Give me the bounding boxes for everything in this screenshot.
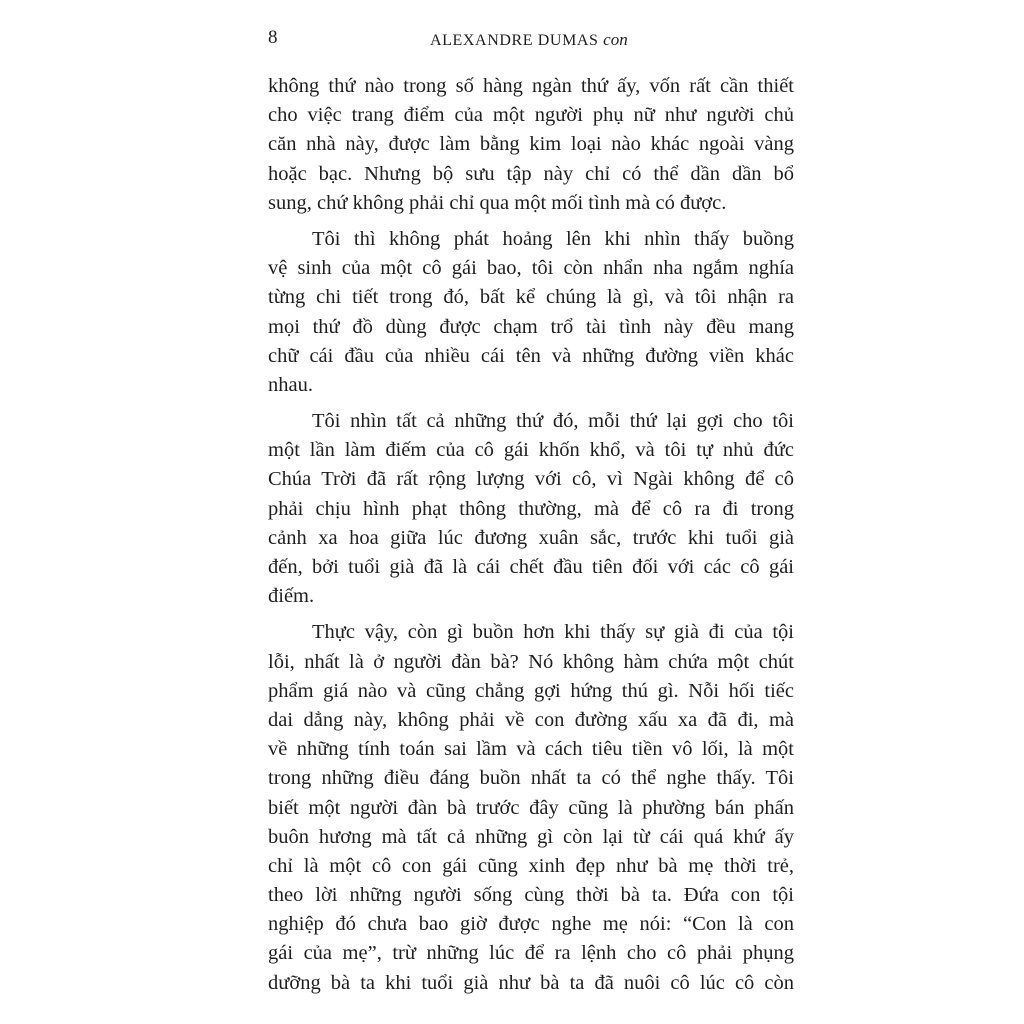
body-text [268, 72, 794, 998]
running-header [268, 27, 794, 57]
text-line: nghiệp đó chưa bao giờ được nghe mẹ nói: “Con là con [268, 913, 794, 936]
text-line: chỉ là một cô con gái cũng xinh đẹp như bà mẹ thời trẻ, [268, 854, 794, 877]
text-line: Tôi nhìn tất cả những thứ đó, mỗi thứ lại gợi cho tôi [312, 410, 794, 433]
text-line: hoặc bạc. Nhưng bộ sưu tập này chỉ có thể dần dần bổ [268, 162, 794, 185]
text-line: biết một người đàn bà trước đây cũng là phường bán phấn [268, 796, 794, 819]
text-line: nhau. [268, 373, 313, 396]
text-line: từng chi tiết trong đó, bất kể chúng là gì, và tôi nhận ra [268, 286, 794, 309]
text-line: dưỡng bà ta khi tuổi già như bà ta đã nuôi cô lúc cô còn [268, 971, 794, 994]
text-line: cảnh xa hoa giữa lúc đương xuân sắc, trước khi tuổi già [268, 526, 794, 549]
text-line: chữ cái đầu của nhiều cái tên và những đường viền khác [268, 344, 794, 367]
text-line: trong những điều đáng buồn nhất ta có thể nghe thấy. Tôi [268, 767, 794, 790]
author-name: ALEXANDRE DUMAS [430, 32, 599, 49]
text-line: Thực vậy, còn gì buồn hơn khi thấy sự già đi của tội [312, 621, 794, 644]
text-line: sung, chứ không phải chỉ qua một mối tình mà có được. [268, 191, 727, 214]
running-title [430, 30, 628, 50]
text-line: phải chịu hình phạt thông thường, mà để cô ra đi trong [268, 497, 794, 520]
text-line: không thứ nào trong số hàng ngàn thứ ấy, vốn rất cần thiết [268, 75, 794, 97]
author-suffix: con [603, 30, 628, 49]
text-line: mọi thứ đồ dùng được chạm trổ tài tình này đều mang [268, 315, 794, 338]
text-line: điếm. [268, 585, 315, 608]
text-line: về những tính toán sai lầm và cách tiêu tiền vô lối, là một [268, 738, 794, 761]
paragraph [268, 72, 794, 218]
paragraph [268, 618, 794, 997]
text-line: căn nhà này, được làm bằng kim loại nào khác ngoài vàng [268, 133, 794, 156]
text-line: một lần làm điếm của cô gái khốn khổ, và tôi tự nhủ đức [268, 439, 794, 462]
text-line: lỗi, nhất là ở người đàn bà? Nó không hàm chứa một chút [268, 650, 794, 673]
text-line: theo lời những người sống cùng thời bà ta. Đứa con tội [268, 884, 794, 907]
text-line: phẩm giá nào và cũng chẳng gợi hứng thú gì. Nỗi hối tiếc [268, 679, 794, 702]
text-line: đến, bởi tuổi già đã là cái chết đầu tiên đối với các cô gái [268, 556, 794, 578]
paragraph-gap [268, 400, 794, 407]
text-line: Tôi thì không phát hoảng lên khi nhìn thấy buồng [312, 227, 794, 250]
text-line: buôn hương mà tất cả những gì còn lại từ cái quá khứ ấy [268, 825, 794, 848]
text-line: gái của mẹ”, trừ những lúc để ra lệnh cho cô phải phụng [268, 942, 794, 965]
page-number: 8 [268, 27, 278, 48]
paragraph-gap [268, 611, 794, 618]
paragraph-gap [268, 218, 794, 225]
paragraph [268, 225, 794, 400]
text-line: cho việc trang điểm của một người phụ nữ như người chủ [268, 104, 794, 127]
paragraph [268, 407, 794, 611]
text-line: Chúa Trời đã rất rộng lượng với cô, vì Ngài không để cô [268, 468, 794, 491]
text-line: dai dẳng này, không phải về con đường xấu xa đã đi, mà [268, 708, 794, 731]
text-line: vệ sinh của một cô gái bao, tôi còn nhẩn nha ngắm nghía [268, 257, 794, 280]
